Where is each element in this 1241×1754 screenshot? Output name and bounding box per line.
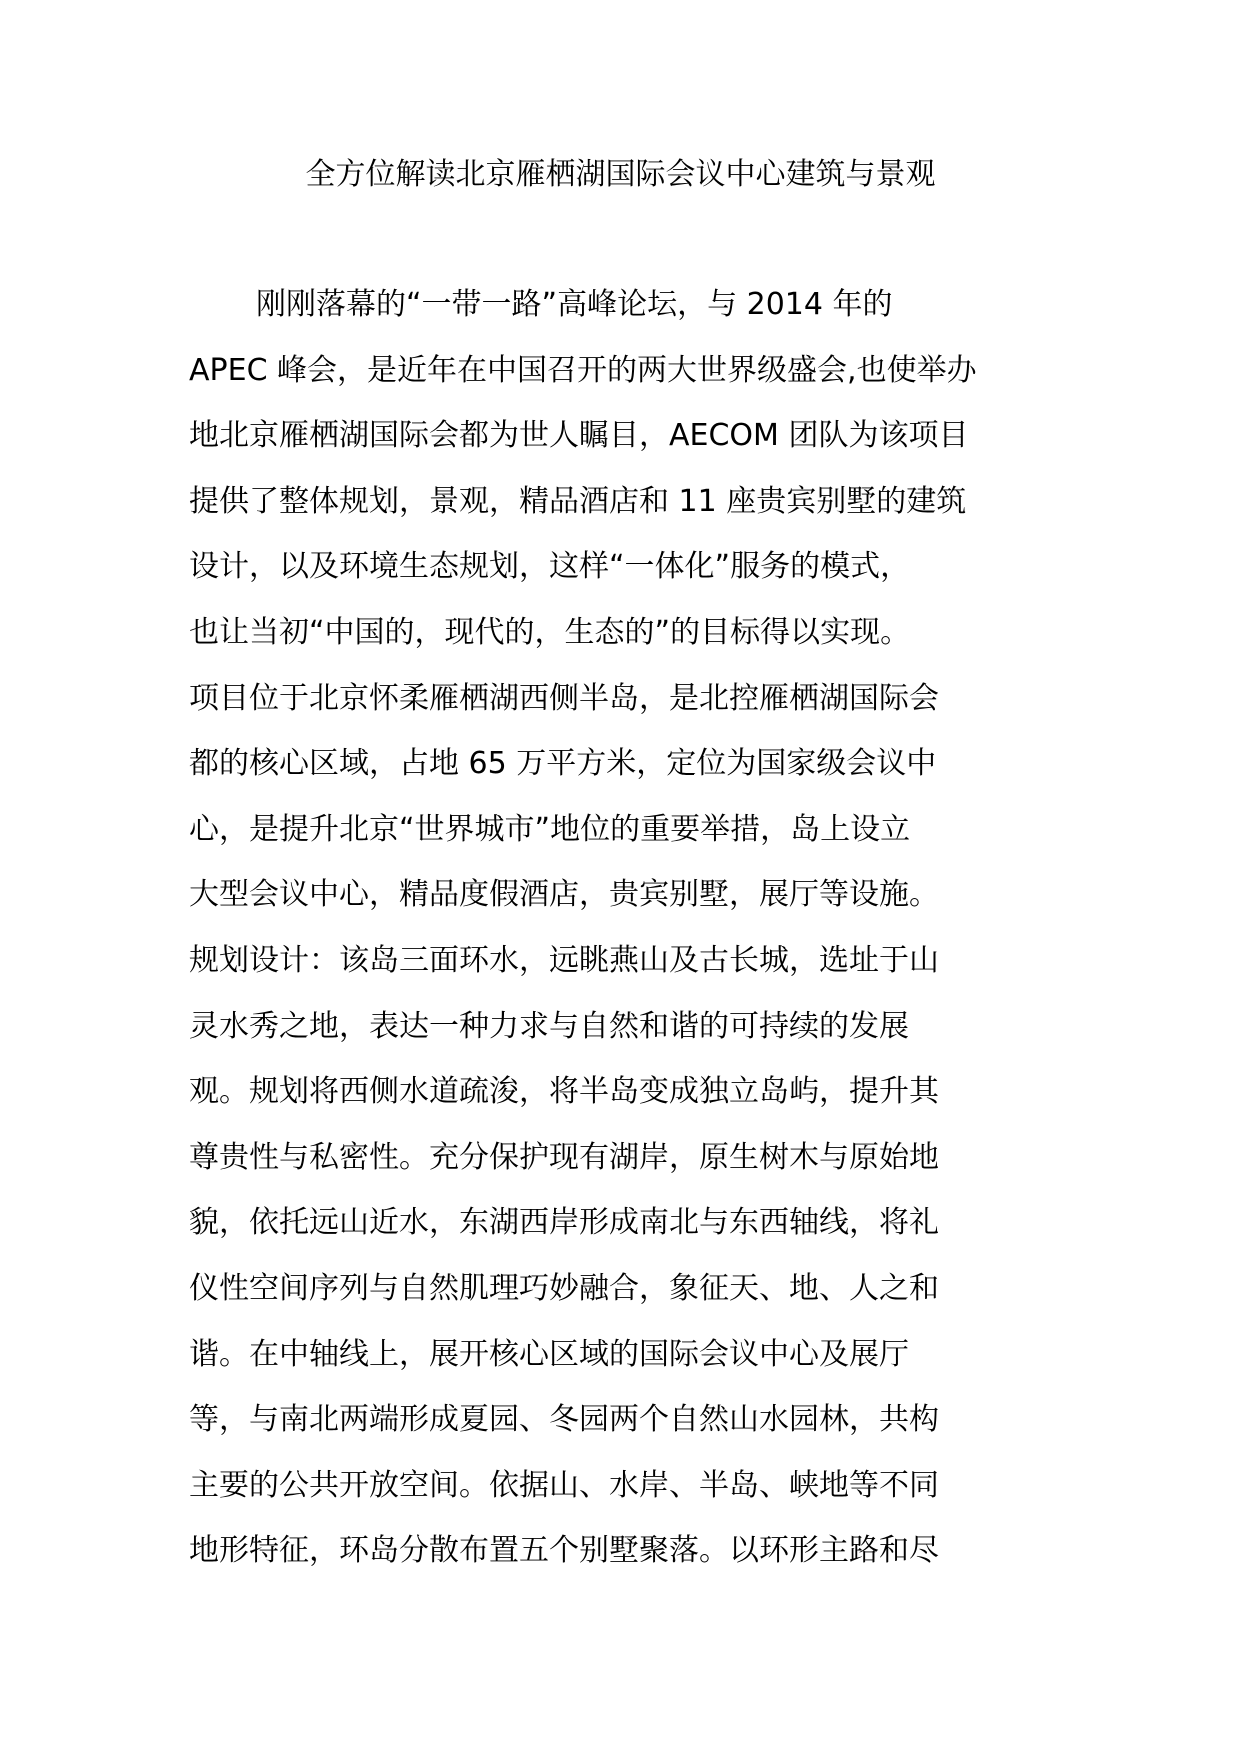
text-line: 规划设计：该岛三面环水，远眺燕山及古长城，选址于山 bbox=[189, 942, 939, 978]
text-line: 灵水秀之地，表达一种力求与自然和谐的可持续的发展 bbox=[189, 1008, 909, 1044]
text-line: 主要的公共开放空间。依据山、水岸、半岛、峡地等不同 bbox=[189, 1467, 939, 1503]
text-line: 观。规划将西侧水道疏浚，将半岛变成独立岛屿，提升其 bbox=[189, 1074, 939, 1110]
text-line: 貌，依托远山近水，东湖西岸形成南北与东西轴线，将礼 bbox=[189, 1205, 939, 1241]
text-line: 谐。在中轴线上，展开核心区域的国际会议中心及展厅 bbox=[189, 1336, 909, 1372]
text-line: APEC 峰会，是近年在中国召开的两大世界级盛会,也使举办 bbox=[189, 352, 977, 388]
text-line: 尊贵性与私密性。充分保护现有湖岸，原生树木与原始地 bbox=[189, 1139, 939, 1175]
text-line: 仪性空间序列与自然肌理巧妙融合，象征天、地、人之和 bbox=[189, 1270, 939, 1306]
text-line: 都的核心区域，占地 65 万平方米，定位为国家级会议中 bbox=[189, 746, 937, 782]
text-line: 也让当初“中国的，现代的，生态的”的目标得以实现。 bbox=[189, 614, 911, 650]
text-line: 心，是提升北京“世界城市”地位的重要举措，岛上设立 bbox=[189, 811, 911, 847]
text-line: 等，与南北两端形成夏园、冬园两个自然山水园林，共构 bbox=[189, 1402, 939, 1438]
article-body bbox=[189, 285, 1069, 1597]
text-line: 地北京雁栖湖国际会都为世人瞩目，AECOM 团队为该项目 bbox=[189, 418, 969, 454]
text-line: 地形特征，环岛分散布置五个别墅聚落。以环形主路和尽 bbox=[189, 1533, 939, 1569]
text-line: 大型会议中心，精品度假酒店，贵宾别墅，展厅等设施。 bbox=[189, 877, 939, 913]
text-line: 设计，以及环境生态规划，这样“一体化”服务的模式， bbox=[189, 549, 911, 585]
document-title: 全方位解读北京雁栖湖国际会议中心建筑与景观 bbox=[305, 157, 936, 192]
text-line: 提供了整体规划，景观，精品酒店和 11 座贵宾别墅的建筑 bbox=[189, 483, 967, 519]
text-line: 刚刚落幕的“一带一路”高峰论坛，与 2014 年的 bbox=[256, 287, 893, 322]
text-line: 项目位于北京怀柔雁栖湖西侧半岛，是北控雁栖湖国际会 bbox=[189, 680, 939, 716]
